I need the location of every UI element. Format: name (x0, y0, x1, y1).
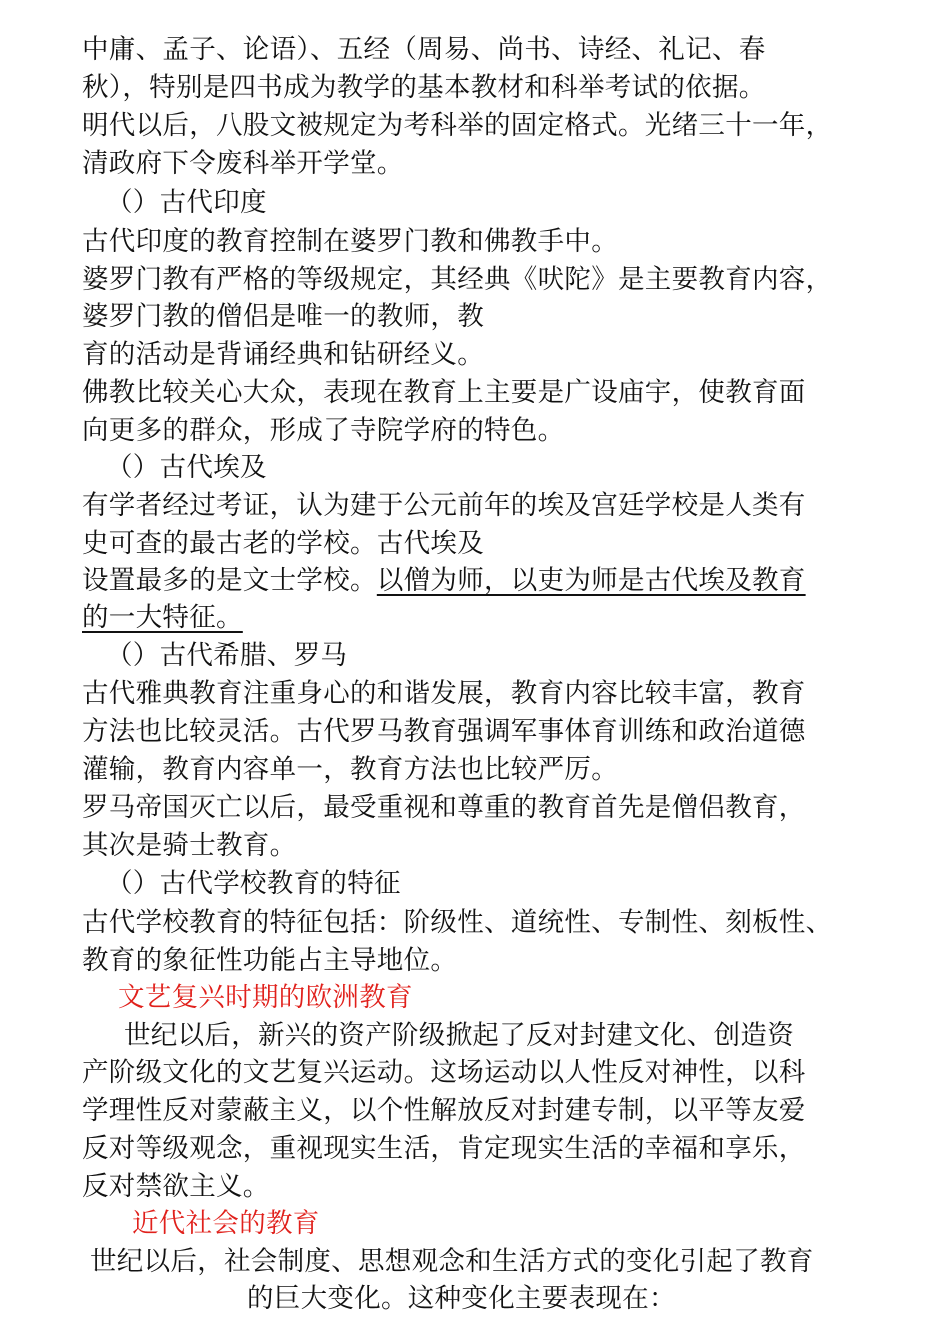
plain-text: 设置最多的是文士学校。 (82, 565, 377, 596)
text-line: 有学者经过考证，认为建于公元前年的埃及宫廷学校是人类有 (82, 490, 806, 521)
underlined-text: 以僧为师，以吏为师是古代埃及教育 (376, 565, 806, 596)
section-heading-renaissance: 文艺复兴时期的欧洲教育 (118, 982, 413, 1013)
text-line: 育的活动是背诵经典和钻研经义。 (82, 339, 484, 370)
text-line: 古代雅典教育注重身心的和谐发展，教育内容比较丰富，教育 (82, 678, 806, 709)
section-heading-greece-rome: （）古代希腊、罗马 (106, 640, 348, 671)
text-line: 反对等级观念，重视现实生活，肯定现实生活的幸福和享乐， (82, 1133, 806, 1164)
text-line: 罗马帝国灭亡以后，最受重视和尊重的教育首先是僧侣教育， (82, 792, 806, 823)
text-line: 方法也比较灵活。古代罗马教育强调军事体育训练和政治道德 (82, 716, 806, 747)
text-line: 史可查的最古老的学校。古代埃及 (82, 528, 484, 559)
text-line: 的巨大变化。这种变化主要表现在： (247, 1283, 676, 1314)
text-line: 佛教比较关心大众，表现在教育上主要是广设庙宇，使教育面 (82, 377, 806, 408)
section-heading-india: （）古代印度 (106, 187, 267, 218)
text-line: 世纪以后，新兴的资产阶级掀起了反对封建文化、创造资 (124, 1020, 794, 1051)
text-line: 秋），特别是四书成为教学的基本教材和科举考试的依据。 (82, 72, 766, 103)
text-line: 产阶级文化的文艺复兴运动。这场运动以人性反对神性，以科 (82, 1057, 806, 1088)
section-heading-features: （）古代学校教育的特征 (106, 868, 401, 899)
text-line: 婆罗门教有严格的等级规定，其经典《吠陀》是主要教育内容， (82, 264, 833, 295)
text-line: 其次是骑士教育。 (82, 830, 297, 861)
text-line: 婆罗门教的僧侣是唯一的教师，教 (82, 301, 484, 332)
text-line: 向更多的群众，形成了寺院学府的特色。 (82, 415, 565, 446)
text-line: 灌输，教育内容单一，教育方法也比较严厉。 (82, 754, 618, 785)
text-line: 古代印度的教育控制在婆罗门教和佛教手中。 (82, 226, 618, 257)
text-line: 古代学校教育的特征包括：阶级性、道统性、专制性、刻板性、 (82, 907, 833, 938)
text-line: 反对禁欲主义。 (82, 1171, 270, 1202)
section-heading-egypt: （）古代埃及 (106, 452, 267, 483)
section-heading-modern: 近代社会的教育 (132, 1208, 320, 1239)
text-line (82, 600, 252, 636)
text-line: 教育的象征性功能占主导地位。 (82, 945, 458, 976)
underlined-text: 的一大特征。 (82, 602, 243, 633)
text-line: 学理性反对蒙蔽主义，以个性解放反对封建专制，以平等友爱 (82, 1095, 806, 1126)
text-line: 清政府下令废科举开学堂。 (82, 148, 404, 179)
text-line: 明代以后，八股文被规定为考科举的固定格式。光绪三十一年， (82, 110, 833, 141)
text-line: 中庸、孟子、论语）、五经（周易、尚书、诗经、礼记、春 (82, 34, 766, 65)
text-line: 世纪以后，社会制度、思想观念和生活方式的变化引起了教育 (90, 1246, 814, 1277)
text-line-mixed (82, 563, 806, 599)
